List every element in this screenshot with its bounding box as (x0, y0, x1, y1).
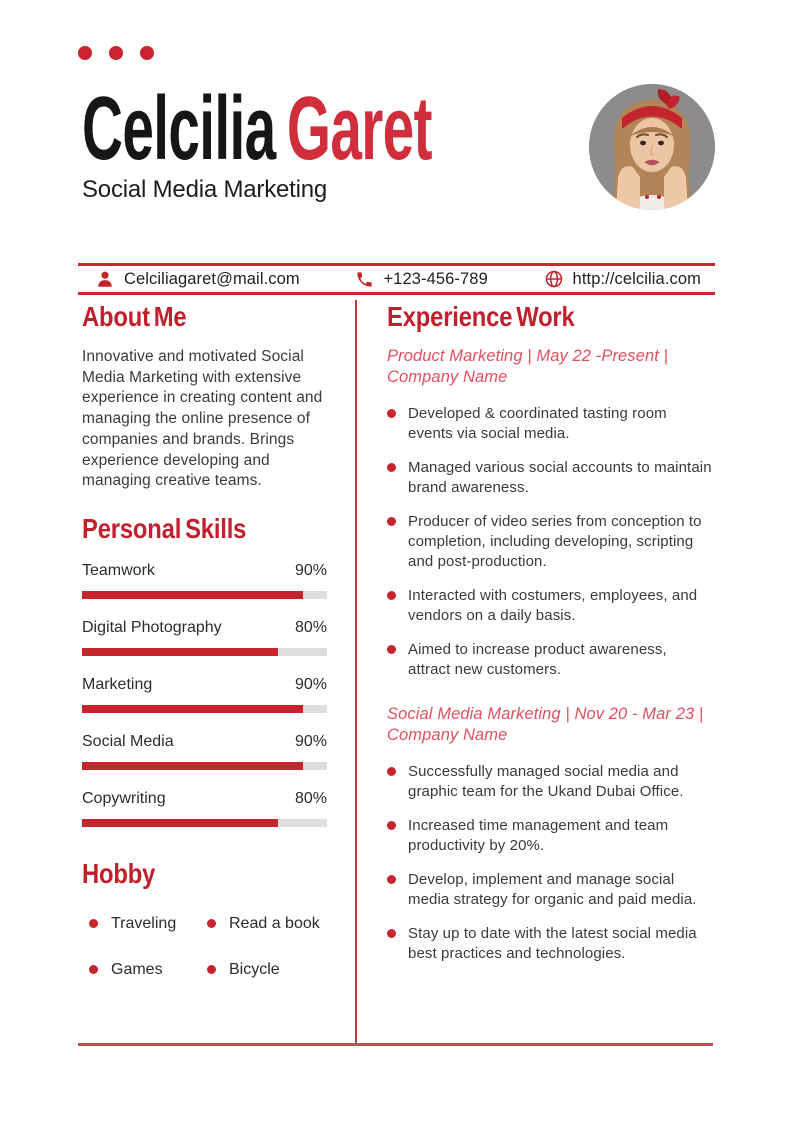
contact-phone (355, 270, 487, 289)
skill-bar-fill (82, 591, 303, 599)
skill-label: Marketing (82, 675, 153, 693)
skill-item (82, 732, 327, 770)
bullet-text: Developed & coordinated tasting room events via social media. (408, 405, 667, 442)
bullet-text: Interacted with costumers, employees, and vendors on a daily basis. (408, 587, 698, 624)
hobby-label: Bicycle (229, 960, 280, 978)
hobby-heading: Hobby (82, 857, 156, 889)
skill-bar-fill (82, 819, 278, 827)
bullet-dot-icon (387, 929, 396, 938)
bullet-dot-icon (207, 965, 216, 974)
email-text: Celciliagaret@mail.com (124, 269, 300, 288)
skill-bar-track (82, 648, 327, 656)
hobby-label: Games (111, 960, 163, 978)
red-dot-icon (109, 46, 123, 60)
skills-heading: Personal Skills (82, 512, 247, 544)
skill-bar-track (82, 705, 327, 713)
skill-bar-fill (82, 648, 278, 656)
bullet-dot-icon (387, 767, 396, 776)
about-heading: About Me (82, 301, 187, 332)
hobby-item (200, 914, 340, 933)
person-icon (95, 269, 115, 289)
bullet-text: Stay up to date with the latest social media best practices and technologies. (408, 925, 697, 962)
job-heading: Product Marketing | May 22 -Present | Company Name (387, 347, 668, 386)
skills-list (82, 561, 327, 827)
bullet-item (387, 924, 713, 964)
main-content (0, 300, 793, 1043)
skill-percent: 90% (294, 732, 327, 750)
skill-label: Teamwork (82, 561, 155, 579)
page-title (82, 79, 432, 179)
bullet-dot-icon (89, 919, 98, 928)
bullet-item (387, 870, 713, 910)
right-column (387, 300, 713, 978)
hobby-item (82, 960, 200, 979)
bullet-item (387, 762, 713, 802)
hobby-label: Traveling (111, 914, 177, 932)
skill-label: Social Media (82, 732, 174, 750)
about-text: Innovative and motivated Social Media Marketing with extensive experience in creating content and managing the online presence of companies and brands. Brings experience developing and managing creative teams. (82, 348, 323, 490)
experience-heading: Experience Work (387, 301, 575, 332)
bullet-text: Successfully managed social media and graphic team for the Ukand Dubai Office. (408, 763, 684, 800)
skill-bar-track (82, 591, 327, 599)
bullet-dot-icon (89, 965, 98, 974)
contact-bar (78, 263, 715, 295)
skill-bar-fill (82, 705, 303, 713)
bullet-item (387, 404, 713, 444)
skill-bar-track (82, 762, 327, 770)
skill-item (82, 675, 327, 713)
skill-label: Digital Photography (82, 618, 222, 636)
skill-percent: 90% (294, 561, 327, 579)
bullet-item (387, 512, 713, 572)
hobby-list (82, 914, 340, 979)
decorative-dots (78, 46, 154, 60)
red-dot-icon (78, 46, 92, 60)
skill-bar-fill (82, 762, 303, 770)
bullet-dot-icon (207, 919, 216, 928)
bullet-text: Aimed to increase product awareness, attract new customers. (408, 641, 667, 678)
bottom-divider (78, 1043, 713, 1046)
bullet-dot-icon (387, 409, 396, 418)
job-bullet-list (387, 762, 713, 964)
bullet-text: Develop, implement and manage social media strategy for organic and paid media. (408, 871, 697, 908)
phone-text: +123-456-789 (383, 269, 488, 288)
profile-photo (589, 84, 715, 210)
avatar (589, 84, 715, 210)
hobby-label: Read a book (229, 914, 320, 932)
phone-icon (355, 270, 374, 289)
job-title: Social Media Marketing (82, 176, 328, 203)
globe-icon (544, 269, 564, 289)
skill-percent: 90% (294, 675, 327, 693)
skill-bar-track (82, 819, 327, 827)
skill-label: Copywriting (82, 789, 166, 807)
bullet-item (387, 816, 713, 856)
bullet-text: Managed various social accounts to maintain brand awareness. (408, 459, 712, 496)
skill-item (82, 618, 327, 656)
bullet-dot-icon (387, 875, 396, 884)
bullet-dot-icon (387, 463, 396, 472)
job-heading: Social Media Marketing | Nov 20 - Mar 23 | Company Name (387, 705, 704, 744)
red-dot-icon (140, 46, 154, 60)
name-first: Celcilia (82, 79, 276, 179)
hobby-item (200, 960, 340, 979)
hobby-item (82, 914, 200, 933)
bullet-dot-icon (387, 517, 396, 526)
skill-item (82, 789, 327, 827)
bullet-text: Producer of video series from conception to completion, including developing, scripting and post-production. (408, 513, 702, 570)
bullet-dot-icon (387, 821, 396, 830)
skill-percent: 80% (294, 789, 327, 807)
column-divider (355, 300, 357, 1043)
bullet-dot-icon (387, 591, 396, 600)
website-text: http://celcilia.com (572, 269, 701, 288)
skill-item (82, 561, 327, 599)
bullet-item (387, 640, 713, 680)
left-column (82, 300, 340, 979)
contact-email (95, 269, 300, 289)
bullet-item (387, 586, 713, 626)
contact-website (544, 269, 701, 289)
bullet-item (387, 458, 713, 498)
job-bullet-list (387, 404, 713, 680)
skill-percent: 80% (294, 618, 327, 636)
bullet-text: Increased time management and team productivity by 20%. (408, 817, 669, 854)
name-last: Garet (286, 79, 432, 179)
bullet-dot-icon (387, 645, 396, 654)
